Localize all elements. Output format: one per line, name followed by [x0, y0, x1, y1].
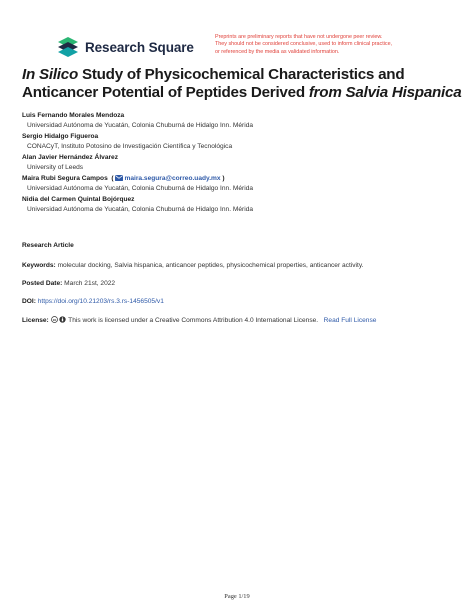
research-square-logo[interactable]	[57, 36, 194, 58]
author-name: Luis Fernando Morales Mendoza	[22, 112, 125, 119]
author-affiliation: Universidad Autónoma de Yucatán, Colonia Chuburná de Hidalgo Inn. Mérida	[27, 205, 254, 213]
author-name-with-email	[22, 174, 462, 184]
author-affiliation: Universidad Autónoma de Yucatán, Colonia Chuburná de Hidalgo Inn. Mérida	[27, 121, 254, 129]
author-email-link[interactable]: maira.segura@correo.uady.mx	[124, 175, 221, 182]
posted-date-label: Posted Date:	[22, 280, 63, 287]
title-italic-end: from Salvia Hispanica	[308, 83, 462, 101]
author-entry	[22, 111, 462, 130]
title-main: Study of Physicochemical Characteristics and Anticancer Potential of Peptides Derived	[22, 66, 405, 101]
logo-text: Research Square	[85, 39, 194, 55]
research-square-logo-icon	[57, 37, 79, 57]
doi-label: DOI:	[22, 298, 36, 305]
author-entry	[22, 174, 462, 193]
license-label: License:	[22, 317, 49, 324]
license-line	[22, 316, 462, 325]
envelope-icon	[115, 175, 123, 181]
keywords-value: molecular docking, Salvia hispanica, anticancer peptides, physicochemical properties, anticancer activity.	[57, 262, 364, 269]
article-type	[22, 241, 462, 250]
keywords-line	[22, 261, 462, 270]
svg-text:cc: cc	[52, 317, 56, 322]
page-number: Page 1/19	[224, 593, 250, 600]
author-entry	[22, 153, 462, 172]
keywords-label: Keywords:	[22, 262, 56, 269]
author-affiliation: Universidad Autónoma de Yucatán, Colonia Chuburná de Hidalgo Inn. Mérida	[27, 184, 254, 192]
author-list	[22, 111, 462, 216]
author-name: Maira Rubi Segura Campos	[22, 175, 108, 182]
doi-line	[22, 297, 462, 306]
license-text: This work is licensed under a Creative Commons Attribution 4.0 International License.	[68, 317, 319, 324]
disclaimer-line: Preprints are preliminary reports that have not undergone peer review.	[215, 34, 383, 40]
read-full-license-link[interactable]: Read Full License	[323, 317, 377, 324]
posted-date-line	[22, 279, 462, 288]
posted-date-value: March 21st, 2022	[64, 280, 116, 287]
author-email-wrap: ( maira.segura@correo.uady.mx )	[109, 175, 225, 182]
author-name: Nidia del Carmen Quintal Bojórquez	[22, 196, 135, 203]
author-entry	[22, 195, 462, 214]
preprint-disclaimer	[215, 34, 430, 56]
attribution-icon	[59, 316, 66, 323]
author-entry	[22, 132, 462, 151]
author-name: Sergio Hidalgo Figueroa	[22, 133, 99, 140]
article-type-label: Research Article	[22, 242, 74, 249]
author-affiliation: CONACyT, Instituto Potosino de Investigación Científica y Tecnológica	[27, 142, 233, 150]
creative-commons-icon	[51, 316, 58, 323]
doi-link[interactable]: https://doi.org/10.21203/rs.3.rs-1456505/v1	[37, 298, 164, 305]
title-italic-start: In Silico	[22, 66, 78, 83]
disclaimer-line: They should not be considered conclusive, used to inform clinical practice,	[215, 41, 393, 48]
paper-title	[22, 66, 462, 101]
disclaimer-line: or referenced by the media as validated information.	[215, 48, 340, 55]
author-name: Alan Javier Hernández Álvarez	[22, 154, 119, 161]
author-affiliation: University of Leeds	[27, 163, 84, 171]
